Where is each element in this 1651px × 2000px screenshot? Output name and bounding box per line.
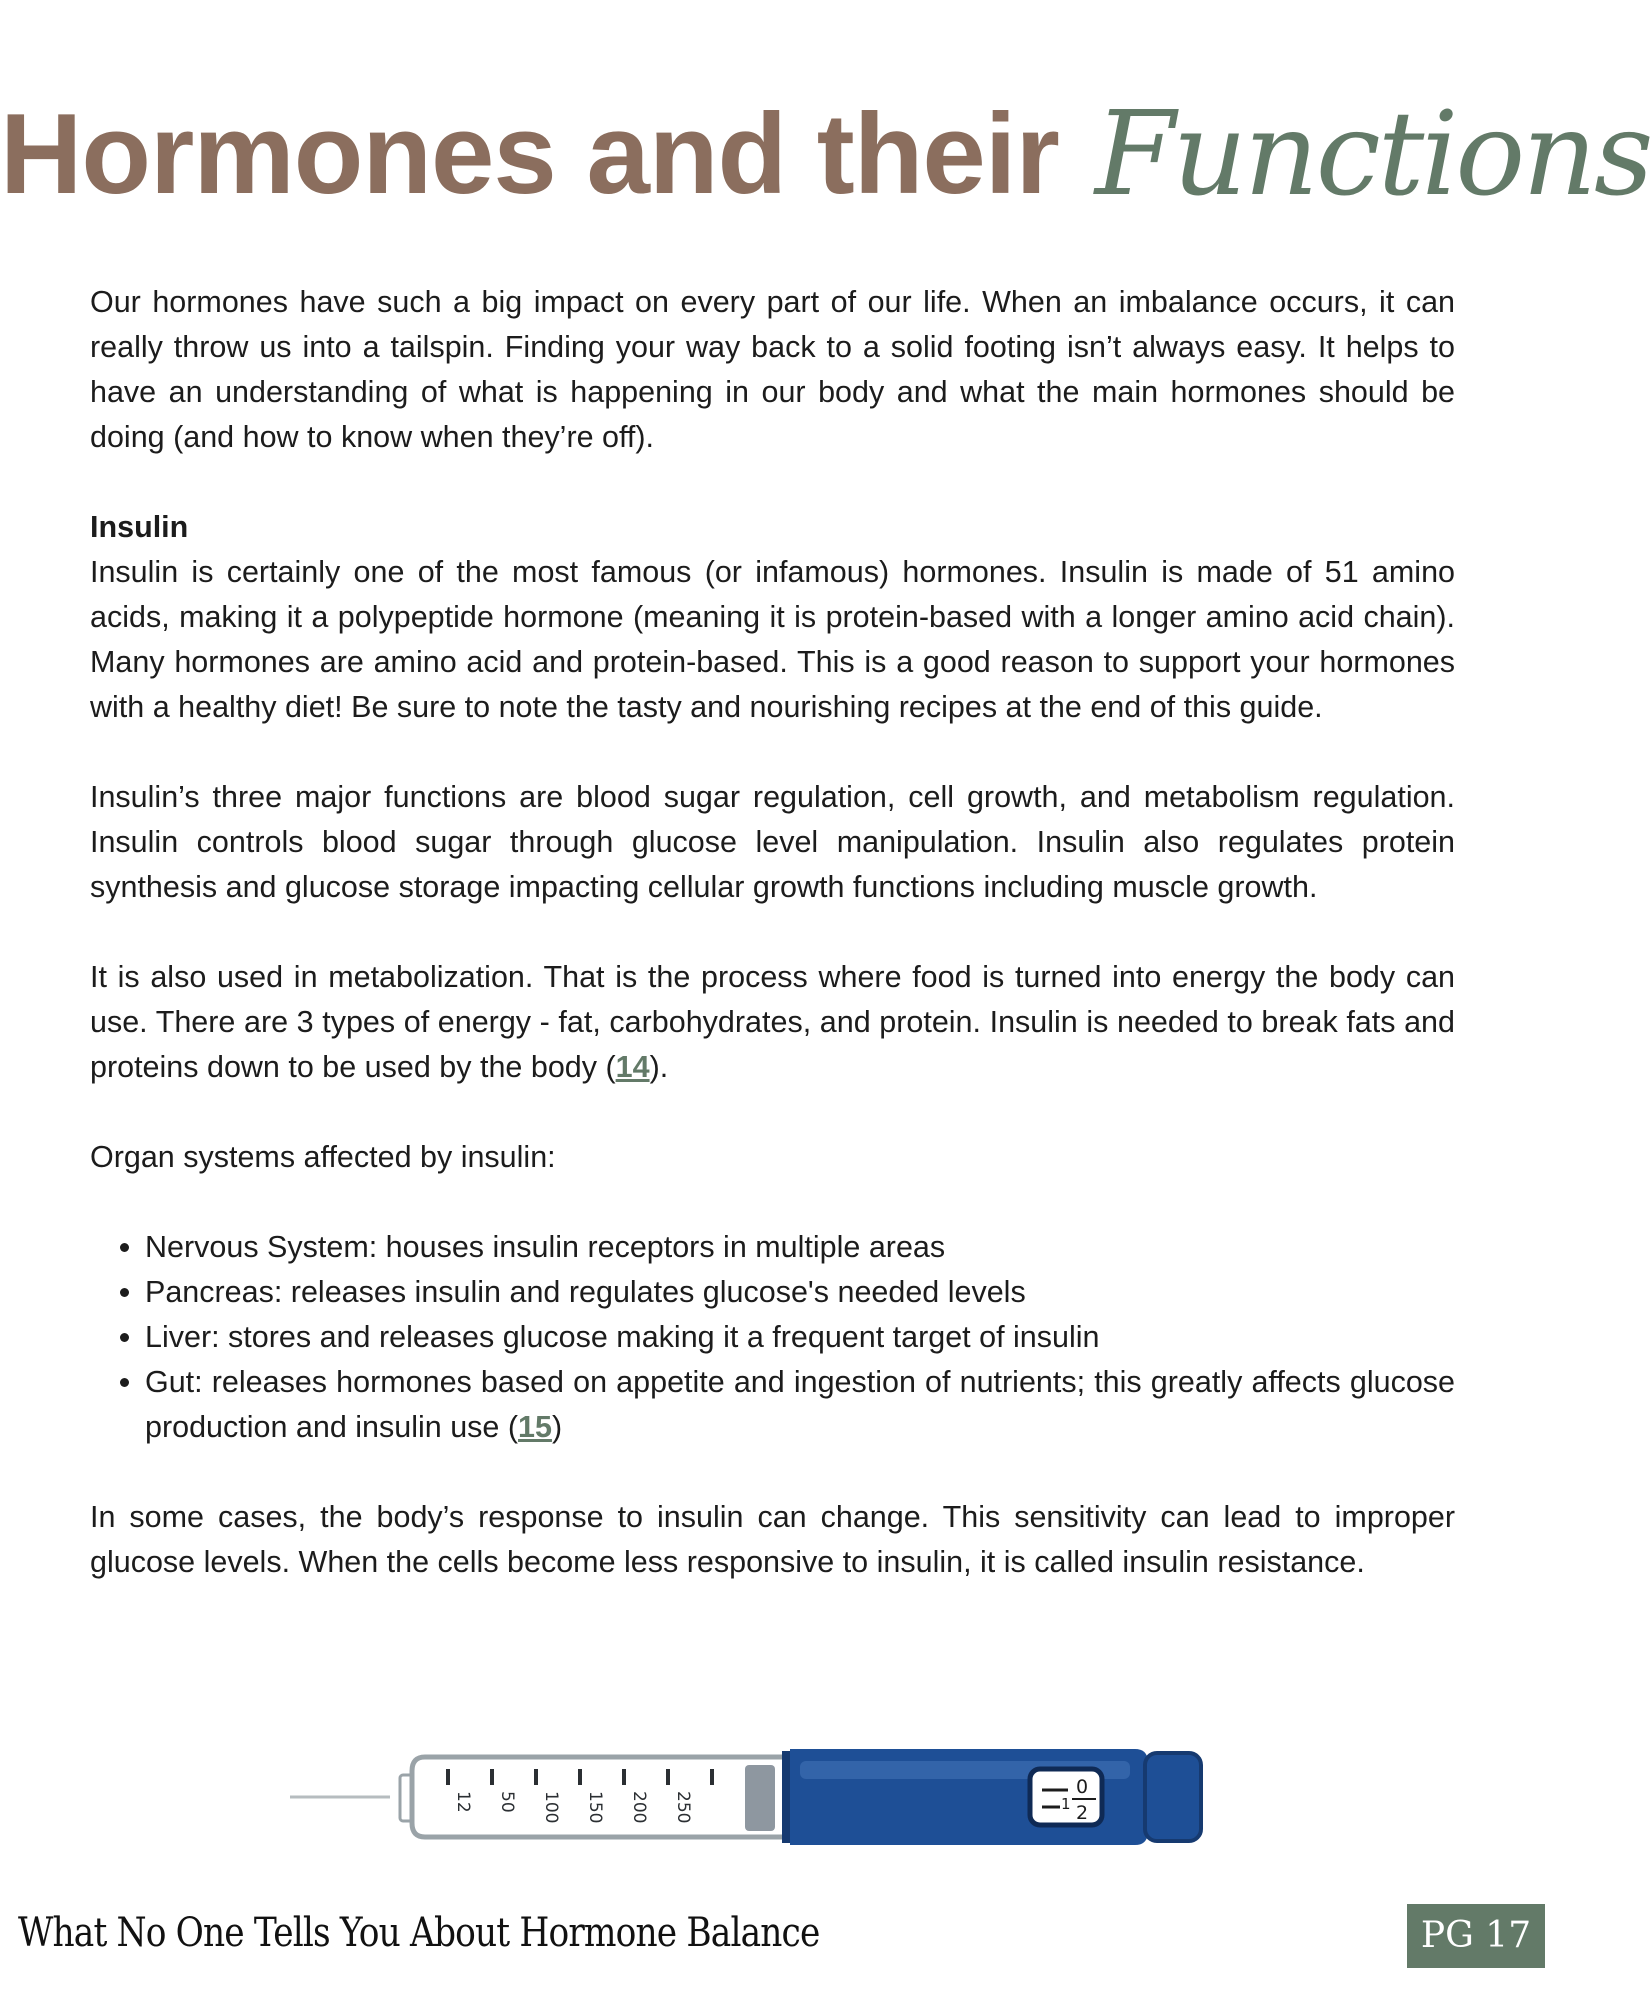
page-number-badge: PG 17	[1407, 1904, 1545, 1968]
list-item	[145, 1360, 1455, 1450]
organs-intro: Organ systems affected by insulin:	[90, 1140, 556, 1174]
list-item: • Liver: stores and releases glucose making it a frequent target of insulin	[145, 1315, 1455, 1360]
scale-label: 12	[453, 1791, 473, 1813]
list-item: • Nervous System: houses insulin receptors in multiple areas	[145, 1225, 1455, 1270]
insulin-paragraph-4: In some cases, the body’s response to insulin can change. This sensitivity can lead to improper glucose levels. When the cells become less responsive to insulin, it is called insulin resistance.	[90, 1500, 1455, 1579]
insulin-pen-illustration	[290, 1735, 1215, 1855]
paragraph-3-text: It is also used in metabolization. That is the process where food is turned into energy the body can use. There are 3 types of energy - fat, carbohydrates, and protein. Insulin is needed to break fats and proteins down to be used by the body (	[90, 960, 1455, 1084]
insulin-paragraph-1: Insulin is certainly one of the most famous (or infamous) hormones. Insulin is made of 51 amino acids, making it a polypeptide hormone (meaning it is protein-based with a longer amino acid chain). Many hormones are amino acid and protein-based. This is a good reason to support your hormones with a healthy diet! Be sure to note the tasty and nourishing recipes at the end of this guide.	[90, 555, 1455, 724]
insulin-paragraph-2: Insulin’s three major functions are blood sugar regulation, cell growth, and metabolism regulation. Insulin controls blood sugar through glucose level manipulation. Insulin also regulates protein synthesis and glucose storage impacting cellular growth functions including muscle growth.	[90, 780, 1455, 904]
article-body	[90, 280, 1455, 1630]
scale-label: 50	[497, 1791, 517, 1813]
title-script: Functions	[1094, 87, 1651, 222]
page-title	[0, 80, 1651, 230]
insulin-paragraph-3	[90, 955, 1455, 1090]
dial-mid: 1	[1061, 1795, 1071, 1813]
intro-paragraph: Our hormones have such a big impact on every part of our life. When an imbalance occurs, it can really throw us into a tailspin. Finding your way back to a solid footing isn’t always easy. It helps to have an understanding of what is happening in our body and what the main hormones should be doing (and how to know when they’re off).	[90, 285, 1455, 454]
citation-link-15[interactable]: 15	[518, 1410, 552, 1444]
scale-label: 200	[629, 1791, 649, 1824]
cartridge-plunger	[745, 1765, 775, 1831]
scale-label: 250	[673, 1791, 693, 1824]
dial-top: 0	[1076, 1776, 1089, 1798]
scale-label: 100	[541, 1791, 561, 1824]
gut-text: Gut: releases hormones based on appetite and ingestion of nutrients; this greatly affects glucose production and insulin use (	[145, 1365, 1455, 1444]
title-main: Hormones and their	[0, 91, 1059, 218]
dial-bottom: 2	[1076, 1802, 1089, 1824]
citation-link-14[interactable]: 14	[615, 1050, 650, 1084]
section-heading-insulin: Insulin	[90, 510, 189, 544]
gut-end: )	[551, 1410, 563, 1444]
pen-end-cap	[1145, 1753, 1201, 1841]
list-item: • Pancreas: releases insulin and regulates glucose's needed levels	[145, 1270, 1455, 1315]
organ-list	[90, 1225, 1455, 1450]
paragraph-3-end: ).	[649, 1050, 669, 1084]
scale-label: 150	[585, 1791, 605, 1824]
book-title: What No One Tells You About Hormone Balance	[18, 1910, 820, 1956]
